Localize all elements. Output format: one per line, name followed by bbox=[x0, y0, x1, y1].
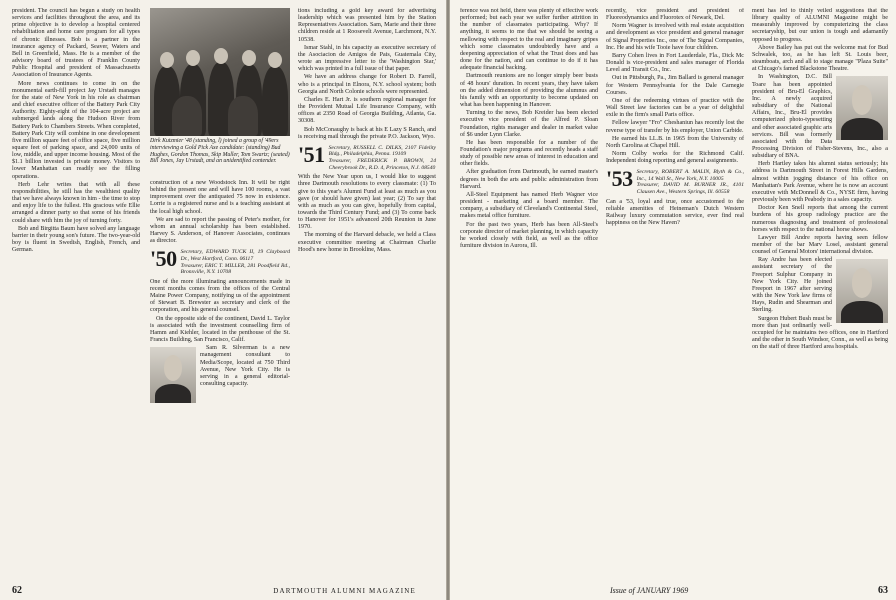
paragraph: Norm Wagner is involved with real estate acquisition and development as vice president and general manager of Signal Properties Inc., one of The Signal Companies, Inc. He and his wife Tooie have four children. bbox=[606, 23, 744, 51]
class-photo-block bbox=[150, 8, 290, 165]
right-column-2 bbox=[606, 8, 744, 580]
paragraph: tions including a gold key award for advertising leadership which was presented him by the Station Representatives Association. Sam, Marie and their three children reside at 1 Roosevelt Avenue, Larchmont, N.Y. 10538. bbox=[298, 8, 436, 43]
group-photo bbox=[150, 8, 290, 136]
paragraph: Ismar Stahl, in his capacity as executive secretary of the Asociacion de Amigos de Pais, Guatemala City, wrote an impressive letter to the 'Washington Star,' which was printed in a full issue of that paper. bbox=[298, 44, 436, 73]
right-page bbox=[450, 0, 896, 600]
paragraph: With the New Year upon us, I would like to suggest three Dartmouth resolutions to every classmate: (1) To give to this year's Alumni Fund at least as much as you gave (or should have given) last year; (2) To say that with as much as you can give, hopefully from capital, towards the Third Century Fund; and (3) To come back to Hanover for 1951's advanced 20th Reunion in June 1970. bbox=[298, 174, 436, 231]
paragraph: He earned his LL.B. in 1965 from the University of North Carolina at Chapel Hill. bbox=[606, 135, 744, 149]
paragraph: Herb Hartley takes his alumni status seriously; his address is Dartmouth Street in Forest Hills Gardens, almost within jogging distance of his office on Manhattan's Park Avenue, where he is now an account executive with McDonnell & Co., NYSE firm, having previously been with Peabody in a sales capacity. bbox=[752, 161, 888, 204]
class-treasurer: Treasurer, FREDERICK P. BROWN, 24 Cheerybrook Dr., R.D. 4, Princeton, N.J. 08540 bbox=[328, 158, 436, 171]
left-page bbox=[0, 0, 446, 600]
right-column-1 bbox=[460, 8, 598, 580]
paragraph: One of the more illuminating announcements made in recent months comes from the offices of the Central Maine Power Company, notifying us of the appointment of Stewart B. Brewster as secretary and clerk of the corporation, and his general counsel. bbox=[150, 278, 290, 314]
paragraph: Bob and Birgitta Baum have solved any language barrier in their young son's future. The two-year-old boy is fluent in Swedish, English, French, and German. bbox=[12, 225, 140, 254]
paragraph: Norm Colby works for the Richmond Calif. Independent doing reporting and general assignments. bbox=[606, 150, 744, 165]
class-secretary: Secretary, ROBERT A. MALIN, Blyth & Co., Inc., 14 Wall St., New York, N.Y. 10005 bbox=[636, 169, 744, 182]
paragraph: One of the redeeming virtues of practice with the Wall Street law factories can be a year of delightful exile in the firm's small Paris office. bbox=[606, 97, 744, 119]
paragraph: Fellow lawyer "Fro" Cheshaniun has recently lost the reverse type of transfer by his employer, Union Carbide. bbox=[606, 120, 744, 134]
portrait-photo bbox=[836, 259, 888, 323]
paragraph: Sam R. Silverman is a new management consultant to Media/Scope, located at 750 Third Avenue, New York City. He is serving in a general editorial-consulting capacity. bbox=[200, 345, 290, 387]
paragraph: Herb Lehr writes that with all these responsibilities, he still has the wealthiest quality that we have always known in him - the time to stop and enjoy life to the fullest. His gracious wife Ellie arranged a dinner party so that some of his friends could share with him the joy of turning forty. bbox=[12, 181, 140, 224]
paragraph: ment has led to thinly veiled suggestions that the library quality of ALUMNI Magazine might be measurably improved by computerizing the class secretaryship, but our union is tough and adamantly opposed to progress. bbox=[752, 8, 888, 43]
class-secretary: Secretary, EDWARD TUCK II, 19 Clayboard Dr., West Hartford, Conn. 06117 bbox=[180, 249, 290, 262]
right-column-3 bbox=[752, 8, 888, 580]
paragraph: president. The council has begun a study on health services and facilities throughout the area, and its prime objective is to develop a hospital centered rehabilitation and home care program for all types of chronic illnesses. Bob is a partner in the insurance agency of Packard, Seaver, Waters and Bell in Greenfield, Mass. He is a member of the advisory board of trustees of Franklin County Public Hospital and president of Massachusetts Association of Insurance Agents. bbox=[12, 8, 140, 79]
issue-label: Issue of JANUARY 1969 bbox=[610, 586, 689, 595]
page-number: 63 bbox=[878, 585, 888, 596]
paragraph: Ray Andre has been elected assistant secretary of the Freeport Sulphur Company in New York City. He joined Freeport in 1967 after serving with the New York law firms of Hays, Rudin and Shearman and Sterling. bbox=[752, 257, 832, 314]
photo-caption: Dirk Kutzmier '48 (standing, l) joined a group of '49ers interviewing a Gold Pick Axe candidate: (standing) Bud Hughes, Gordon Thomas, Skip Muller, Tom Swartz; (seated) Bill Jones, Jay Urstadt, and an unidentified contender. bbox=[150, 138, 290, 165]
paragraph: We have an address change for Robert D. Farrell, who is a principal in Elnora, N.Y. school system; both Georgia and North Colonie schools were represented. bbox=[298, 74, 436, 95]
class-section-51 bbox=[298, 141, 436, 171]
paragraph: Out in Pittsburgh, Pa., Jim Ballard is general manager for Western Pennsylvania for the Dale Carnegie Courses. bbox=[606, 75, 744, 96]
class-treasurer: Treasurer, ERIC T. MILLER, 281 Poodfield Rd., Bronxville, N.Y. 10708 bbox=[180, 262, 290, 276]
class-year: '51 bbox=[298, 141, 325, 167]
right-footer bbox=[460, 585, 888, 596]
paragraph: On the opposite side of the continent, David L. Taylor is associated with the investment counselling firm of Hamm and Kiehler, located in the penthouse of the St. Francis Building, San Francisco, Calif. bbox=[150, 315, 290, 344]
left-column-2 bbox=[150, 180, 290, 580]
paragraph: Charles E. Hart Jr. is southern regional manager for the Provident Mutual Life Insurance Company, with offices at 2350 Road of Georgia Building, Atlanta, Ga. 30308. bbox=[298, 96, 436, 125]
paragraph: Dartmouth reunions are no longer simply beer busts of 48 hours' duration. In recent years, they have taken on the added dimension of providing the alumnus and his family with an opportunity to become updated on what has been happening in Hanover. bbox=[460, 73, 598, 109]
paragraph: Can a '53, loyal and true, once accustomed to the reliable amenities of Heineman's Dutch Western Railway luxury commutation service, ever find real happiness on the New Haven? bbox=[606, 198, 744, 227]
paragraph: Barry Cohen lives in Fort Lauderdale, Fla., Dick Mc Donald is vice-president and sales manager of Florida Level and Transit Co., Inc. bbox=[606, 52, 744, 74]
class-secretary: Secretary, RUSSELL C. DILKS, 2107 Fidelity Bldg., Philadelphia, Penna. 19109 bbox=[328, 144, 436, 158]
paragraph: Doctor Ken Snell reports that among the current burdens of his group radiology practice are the numerous diagnosing and treatment of professional horses with respect to the national horse shows. bbox=[752, 205, 888, 233]
left-column-3 bbox=[298, 8, 436, 580]
class-year: '50 bbox=[150, 246, 177, 272]
paragraph: All-Steel Equipment has named Herb Wagner vice president - marketing and a board member. The company, a subsidiary of Cleveland's Continental Steel, makes metal office furniture. bbox=[460, 191, 598, 220]
class-year: '53 bbox=[606, 166, 633, 192]
paragraph: He has been responsible for a number of the Foundation's major programs and recently heads a staff study of possible new areas of interest in education and other fields. bbox=[460, 139, 598, 168]
paragraph: construction of a new Woodstock Inn. It will be right behind the present one and will have 100 rooms, a vast improvement over the antiquated 75 now in existence. Lorrie is a registered nurse and is a teaching assistant at the local high school. bbox=[150, 180, 290, 215]
class-section-53 bbox=[606, 166, 744, 196]
paragraph: recently, vice president and president of Fluoreodynamics and Fluorotex of Newark, Del. bbox=[606, 8, 744, 22]
class-treasurer: Treasurer, DAVID M. BURNER JR., 4101 Clausen Ave., Western Springs, Ill. 60558 bbox=[636, 182, 744, 196]
class-section-50 bbox=[150, 246, 290, 276]
paragraph: More news continues to come in on the monumental earth-fill project Jay Urstadt manages for the state of New York in his role as chairman and chief executive officer of the Battery Park City Authority. Eighty-eight of the 104-acre project are submerged lands along the Hudson River from Battery Park to Chambers Streets. When completed, Battery Park City will combine in one development five million square feet of office space, five million square feet of parking space, and 24,000 units of low, middle, and upper income housing. Most of the $1.1 billion invested is private money. Visitors to lower Manhattan can readily see the filling operations. bbox=[12, 80, 140, 180]
paragraph: The morning of the Harvard debacle, we held a Class executive committee meeting at Chairman Charlie Hood's new home in Brookline, Mass. bbox=[298, 232, 436, 253]
paragraph: We are sad to report the passing of Peter's mother, for whom an annual scholarship has been established. Harvey S. Anderson, of Hanover Associates, continues as director. bbox=[150, 216, 290, 245]
paragraph: Turning to the news, Bob Kreider has been elected executive vice president of the Alfred P. Sloan Foundation, rights manager and dealer in market value of $6 under Lynn Clarke. bbox=[460, 110, 598, 138]
paragraph: Surgeon Hubert Bush must be more than just ordinarily well-occupied for he maintains two offices, one in Hartford and the other in South Windsor, Conn., as well as being on the staff of three Hartford area hospitals. bbox=[752, 315, 888, 351]
paragraph: In Washington, D.C. Bill Toare has been appointed president of Bru-El Graphics, Inc. A newly acquired subsidiary of the National Affairs, Inc., Bru-El provides computerized photo-typesetting and other associated graphic arts services. Bill was formerly associated with the Data Processing Division of Fisher-Stevens, Inc., also a subsidiary of BNA. bbox=[752, 74, 888, 160]
magazine-title: DARTMOUTH ALUMNI MAGAZINE bbox=[273, 587, 416, 595]
left-column-1 bbox=[12, 8, 140, 580]
paragraph: For the past two years, Herb has been All-Steel's corporate director of market planning, in which capacity he worked closely with field, as well as the office furniture division in Aurora, Ill. bbox=[460, 221, 598, 249]
paragraph: After graduation from Dartmouth, he earned master's degrees in both the arts and public administration from Harvard. bbox=[460, 169, 598, 190]
paragraph: Lawyer Bill Andre reports having seen fellow member of the bar Marv Losel, assistant general counsel of General Motors' international division. bbox=[752, 234, 888, 256]
paragraph: Above Bailey has put out the welcome mat for Bud Schwalek, too, as he has left St. Louis beer, steamboats, arch and all to stage manage "Plaza Suite" at Chicago's famed Blackstone Theatre. bbox=[752, 44, 888, 73]
portrait-photo bbox=[836, 76, 888, 140]
paragraph: Bob McConaughy is back at his E Lazy S Ranch, and is receiving mail through the private P.O. Jackson, Wyo. bbox=[298, 126, 436, 140]
left-footer bbox=[12, 585, 436, 596]
paragraph: ference was not held, there was plenty of effective work performed; but each year we suffer further attrition in the number of classmates participating. Why? If anything, it seems to me that we should be seeing a mellowing with respect to the real and imaginary gripes which some classmates undoubtedly have and a deepening appreciation of what the Trust does and has done for the nation, and can continue to do if it has adequate financial backing. bbox=[460, 8, 598, 72]
portrait-photo bbox=[150, 347, 196, 403]
page-number: 62 bbox=[12, 585, 22, 596]
